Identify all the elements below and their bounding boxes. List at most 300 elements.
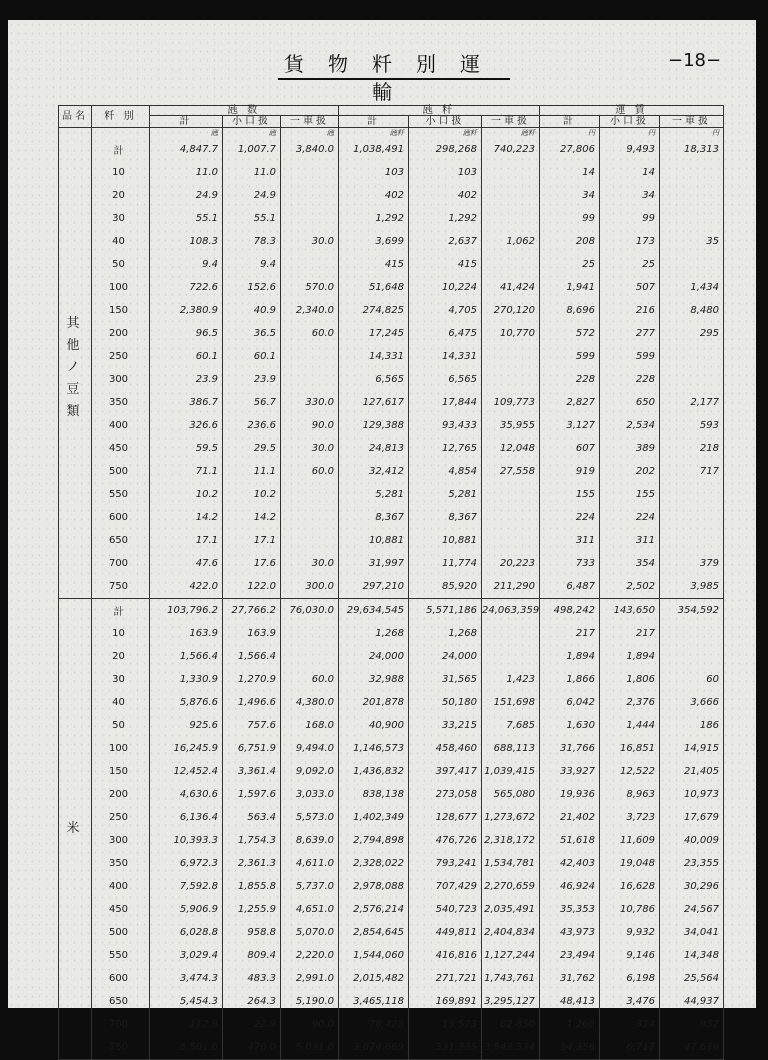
tonnage-carload — [281, 161, 339, 184]
tonkm-carload — [482, 368, 540, 391]
table-row — [59, 691, 724, 714]
tonkm-carload: 1,534,781 — [482, 852, 540, 875]
tonnage-small-lot: 1,597.6 — [223, 783, 281, 806]
tonkm-small-lot: 415 — [409, 253, 482, 276]
sub-header-carload: 一車扱 — [660, 116, 724, 128]
tonkm-carload — [482, 345, 540, 368]
tonnage-small-lot: 563.4 — [223, 806, 281, 829]
freight-total: 217 — [540, 622, 600, 645]
tonkm-small-lot: 17,844 — [409, 391, 482, 414]
freight-total: 27,806 — [540, 138, 600, 161]
unit-label: 瓲粁 — [482, 128, 540, 139]
tonnage-carload: 5,573.0 — [281, 806, 339, 829]
tonnage-carload: 3,033.0 — [281, 783, 339, 806]
tonnage-total: 5,454.3 — [150, 990, 223, 1013]
tonnage-total: 722.6 — [150, 276, 223, 299]
tonkm-small-lot: 103 — [409, 161, 482, 184]
table-row — [59, 852, 724, 875]
tonnage-small-lot: 3,361.4 — [223, 760, 281, 783]
tonkm-small-lot: 24,000 — [409, 645, 482, 668]
tonkm-small-lot: 331,335 — [409, 1036, 482, 1060]
tonnage-small-lot: 122.0 — [223, 575, 281, 599]
tonnage-total: 10.2 — [150, 483, 223, 506]
tonnage-total: 925.6 — [150, 714, 223, 737]
tonkm-total: 1,292 — [339, 207, 409, 230]
distance-class: 600 — [92, 506, 150, 529]
tonkm-small-lot: 10,881 — [409, 529, 482, 552]
distance-class: 300 — [92, 829, 150, 852]
tonkm-total: 402 — [339, 184, 409, 207]
tonkm-small-lot: 476,726 — [409, 829, 482, 852]
sub-header-small-lot: 小口扱 — [223, 116, 281, 128]
tonkm-total: 415 — [339, 253, 409, 276]
freight-carload — [660, 184, 724, 207]
tonkm-total: 1,038,491 — [339, 138, 409, 161]
category-name — [59, 138, 92, 599]
distance-class: 700 — [92, 552, 150, 575]
table-row — [59, 575, 724, 599]
tonkm-total: 2,854,645 — [339, 921, 409, 944]
tonkm-total: 2,978,088 — [339, 875, 409, 898]
tonnage-carload: 90.0 — [281, 1013, 339, 1036]
tonkm-carload: 20,223 — [482, 552, 540, 575]
table-row — [59, 944, 724, 967]
freight-total: 34 — [540, 184, 600, 207]
tonkm-small-lot: 11,774 — [409, 552, 482, 575]
tonkm-carload: 3,295,127 — [482, 990, 540, 1013]
freight-total: 2,827 — [540, 391, 600, 414]
freight-total: 155 — [540, 483, 600, 506]
freight-total: 1,894 — [540, 645, 600, 668]
freight-carload — [660, 161, 724, 184]
freight-total: 31,762 — [540, 967, 600, 990]
distance-class: 10 — [92, 622, 150, 645]
freight-small-lot: 2,534 — [600, 414, 660, 437]
freight-total: 919 — [540, 460, 600, 483]
freight-small-lot: 143,650 — [600, 599, 660, 623]
tonkm-small-lot: 540,723 — [409, 898, 482, 921]
table-row — [59, 783, 724, 806]
freight-total: 21,402 — [540, 806, 600, 829]
tonnage-small-lot: 27,766.2 — [223, 599, 281, 623]
tonnage-total: 4,630.6 — [150, 783, 223, 806]
tonkm-small-lot: 2,637 — [409, 230, 482, 253]
freight-small-lot: 6,198 — [600, 967, 660, 990]
tonnage-small-lot: 1,270.9 — [223, 668, 281, 691]
tonnage-carload: 9,494.0 — [281, 737, 339, 760]
tonkm-carload: 688,113 — [482, 737, 540, 760]
tonnage-carload: 76,030.0 — [281, 599, 339, 623]
tonkm-carload: 565,080 — [482, 783, 540, 806]
tonkm-carload: 2,270,659 — [482, 875, 540, 898]
tonnage-total: 10,393.3 — [150, 829, 223, 852]
distance-class: 30 — [92, 668, 150, 691]
tonkm-small-lot: 5,571,186 — [409, 599, 482, 623]
tonnage-small-lot: 1,754.3 — [223, 829, 281, 852]
freight-small-lot: 14 — [600, 161, 660, 184]
tonnage-total: 1,330.9 — [150, 668, 223, 691]
category-name — [59, 599, 92, 1060]
table-row — [59, 645, 724, 668]
tonnage-carload: 5,070.0 — [281, 921, 339, 944]
tonkm-carload: 41,424 — [482, 276, 540, 299]
tonkm-small-lot: 416,816 — [409, 944, 482, 967]
tonkm-carload: 1,273,672 — [482, 806, 540, 829]
tonkm-total: 1,268 — [339, 622, 409, 645]
freight-carload: 18,313 — [660, 138, 724, 161]
unit-label: 円 — [600, 128, 660, 139]
tonkm-small-lot: 169,891 — [409, 990, 482, 1013]
distance-class: 600 — [92, 967, 150, 990]
tonnage-small-lot: 1,496.6 — [223, 691, 281, 714]
freight-total: 599 — [540, 345, 600, 368]
tonnage-small-lot: 1,855.8 — [223, 875, 281, 898]
tonkm-total: 29,634,545 — [339, 599, 409, 623]
tonkm-total: 1,544,060 — [339, 944, 409, 967]
tonnage-small-lot: 23.9 — [223, 368, 281, 391]
tonnage-small-lot: 809.4 — [223, 944, 281, 967]
freight-carload — [660, 207, 724, 230]
total-row — [59, 138, 724, 161]
tonnage-total: 12,452.4 — [150, 760, 223, 783]
tonkm-small-lot: 14,331 — [409, 345, 482, 368]
freight-total: 733 — [540, 552, 600, 575]
freight-small-lot: 9,146 — [600, 944, 660, 967]
tonkm-small-lot: 402 — [409, 184, 482, 207]
tonnage-small-lot: 1,566.4 — [223, 645, 281, 668]
freight-carload: 25,564 — [660, 967, 724, 990]
distance-class: 150 — [92, 299, 150, 322]
freight-carload — [660, 529, 724, 552]
table-row — [59, 483, 724, 506]
sub-header-total: 計 — [339, 116, 409, 128]
freight-total: 33,927 — [540, 760, 600, 783]
table-row — [59, 322, 724, 345]
freight-carload: 60 — [660, 668, 724, 691]
tonnage-carload: 2,220.0 — [281, 944, 339, 967]
tonkm-total: 2,015,482 — [339, 967, 409, 990]
freight-small-lot: 217 — [600, 622, 660, 645]
tonkm-carload: 2,035,491 — [482, 898, 540, 921]
freight-small-lot: 389 — [600, 437, 660, 460]
tonkm-carload: 1,743,761 — [482, 967, 540, 990]
freight-carload — [660, 368, 724, 391]
tonkm-carload: 62,850 — [482, 1013, 540, 1036]
tonnage-carload: 90.0 — [281, 414, 339, 437]
table-row — [59, 875, 724, 898]
table-row — [59, 184, 724, 207]
tonnage-small-lot: 236.6 — [223, 414, 281, 437]
page-number: −18− — [668, 50, 722, 71]
freight-small-lot: 6,717 — [600, 1036, 660, 1060]
tonkm-total: 78,423 — [339, 1013, 409, 1036]
tonnage-carload — [281, 622, 339, 645]
freight-total: 54,356 — [540, 1036, 600, 1060]
tonnage-small-lot: 10.2 — [223, 483, 281, 506]
freight-total: 51,618 — [540, 829, 600, 852]
distance-class: 450 — [92, 437, 150, 460]
freight-total: 42,403 — [540, 852, 600, 875]
tonnage-small-lot: 40.9 — [223, 299, 281, 322]
tonkm-carload: 211,290 — [482, 575, 540, 599]
distance-class: 250 — [92, 345, 150, 368]
distance-class: 100 — [92, 276, 150, 299]
table-row — [59, 230, 724, 253]
tonkm-carload: 109,773 — [482, 391, 540, 414]
tonkm-total: 129,388 — [339, 414, 409, 437]
tonkm-total: 2,328,022 — [339, 852, 409, 875]
freight-small-lot: 277 — [600, 322, 660, 345]
tonkm-small-lot: 6,475 — [409, 322, 482, 345]
freight-carload: 8,480 — [660, 299, 724, 322]
tonnage-small-lot: 24.9 — [223, 184, 281, 207]
tonkm-total: 1,402,349 — [339, 806, 409, 829]
tonkm-small-lot: 10,224 — [409, 276, 482, 299]
freight-total: 1,941 — [540, 276, 600, 299]
distance-class: 50 — [92, 714, 150, 737]
tonkm-carload: 35,955 — [482, 414, 540, 437]
distance-class: 400 — [92, 414, 150, 437]
tonnage-total: 3,029.4 — [150, 944, 223, 967]
distance-class: 150 — [92, 760, 150, 783]
distance-class: 750 — [92, 1036, 150, 1060]
freight-small-lot: 99 — [600, 207, 660, 230]
table-row — [59, 552, 724, 575]
freight-carload: 1,434 — [660, 276, 724, 299]
tonnage-carload — [281, 184, 339, 207]
table-row — [59, 529, 724, 552]
freight-carload: 354,592 — [660, 599, 724, 623]
table-row — [59, 967, 724, 990]
tonkm-total: 40,900 — [339, 714, 409, 737]
freight-carload: 14,915 — [660, 737, 724, 760]
tonkm-total: 103 — [339, 161, 409, 184]
tonkm-carload: 151,698 — [482, 691, 540, 714]
tonnage-total: 24.9 — [150, 184, 223, 207]
table-row — [59, 668, 724, 691]
tonkm-carload: 270,120 — [482, 299, 540, 322]
tonkm-small-lot: 397,417 — [409, 760, 482, 783]
table-row — [59, 460, 724, 483]
unit-label: 瓲 — [150, 128, 223, 139]
freight-total: 224 — [540, 506, 600, 529]
distance-class: 20 — [92, 184, 150, 207]
tonnage-total: 386.7 — [150, 391, 223, 414]
tonkm-small-lot: 458,460 — [409, 737, 482, 760]
freight-carload: 24,567 — [660, 898, 724, 921]
tonnage-total: 71.1 — [150, 460, 223, 483]
tonkm-small-lot: 12,765 — [409, 437, 482, 460]
tonnage-carload: 60.0 — [281, 668, 339, 691]
unit-label: 瓲 — [223, 128, 281, 139]
freight-carload: 34,041 — [660, 921, 724, 944]
tonnage-total: 4,847.7 — [150, 138, 223, 161]
tonnage-small-lot: 1,255.9 — [223, 898, 281, 921]
tonnage-small-lot: 29.5 — [223, 437, 281, 460]
tonnage-carload: 30.0 — [281, 230, 339, 253]
tonnage-carload — [281, 483, 339, 506]
distance-class: 250 — [92, 806, 150, 829]
freight-carload: 295 — [660, 322, 724, 345]
tonkm-carload — [482, 483, 540, 506]
freight-carload: 47,639 — [660, 1036, 724, 1060]
freight-carload: 17,679 — [660, 806, 724, 829]
tonnage-total: 7,592.8 — [150, 875, 223, 898]
tonnage-carload: 570.0 — [281, 276, 339, 299]
tonnage-small-lot: 55.1 — [223, 207, 281, 230]
header-distance: 粁 別 — [92, 106, 150, 128]
tonkm-small-lot: 85,920 — [409, 575, 482, 599]
tonkm-carload — [482, 207, 540, 230]
tonkm-total: 1,436,832 — [339, 760, 409, 783]
freight-total: 31,766 — [540, 737, 600, 760]
table-row — [59, 760, 724, 783]
tonnage-total: 112.9 — [150, 1013, 223, 1036]
unit-label: 瓲粁 — [339, 128, 409, 139]
tonnage-carload: 5,737.0 — [281, 875, 339, 898]
table-row — [59, 368, 724, 391]
distance-class: 500 — [92, 921, 150, 944]
distance-class: 40 — [92, 691, 150, 714]
freight-carload: 3,985 — [660, 575, 724, 599]
tonkm-carload: 2,404,834 — [482, 921, 540, 944]
freight-small-lot: 16,851 — [600, 737, 660, 760]
table-row — [59, 714, 724, 737]
tonkm-total: 31,997 — [339, 552, 409, 575]
tonkm-carload: 12,048 — [482, 437, 540, 460]
distance-class: 350 — [92, 391, 150, 414]
tonkm-small-lot: 1,292 — [409, 207, 482, 230]
freight-carload: 593 — [660, 414, 724, 437]
freight-total: 1,630 — [540, 714, 600, 737]
freight-carload: 379 — [660, 552, 724, 575]
tonkm-carload — [482, 529, 540, 552]
freight-small-lot: 8,963 — [600, 783, 660, 806]
tonkm-small-lot: 8,367 — [409, 506, 482, 529]
freight-carload — [660, 622, 724, 645]
tonnage-small-lot: 2,361.3 — [223, 852, 281, 875]
table-row — [59, 806, 724, 829]
freight-total: 19,936 — [540, 783, 600, 806]
tonnage-total: 422.0 — [150, 575, 223, 599]
tonkm-total: 6,565 — [339, 368, 409, 391]
freight-total: 572 — [540, 322, 600, 345]
total-row — [59, 599, 724, 623]
freight-total: 1,866 — [540, 668, 600, 691]
tonnage-small-lot: 264.3 — [223, 990, 281, 1013]
tonnage-total: 108.3 — [150, 230, 223, 253]
tonnage-carload: 30.0 — [281, 552, 339, 575]
freight-small-lot: 9,932 — [600, 921, 660, 944]
table-body — [59, 128, 724, 1060]
distance-class: 300 — [92, 368, 150, 391]
tonkm-total: 8,367 — [339, 506, 409, 529]
tonkm-small-lot: 707,429 — [409, 875, 482, 898]
tonkm-total: 2,576,214 — [339, 898, 409, 921]
tonnage-small-lot: 78.3 — [223, 230, 281, 253]
freight-small-lot: 1,894 — [600, 645, 660, 668]
tonnage-small-lot: 152.6 — [223, 276, 281, 299]
freight-carload: 35 — [660, 230, 724, 253]
header-freight: 運 賃 — [540, 106, 724, 116]
distance-class: 750 — [92, 575, 150, 599]
freight-total: 35,353 — [540, 898, 600, 921]
distance-class: 700 — [92, 1013, 150, 1036]
tonnage-total: 96.5 — [150, 322, 223, 345]
tonkm-total: 51,648 — [339, 276, 409, 299]
tonnage-carload: 4,611.0 — [281, 852, 339, 875]
tonnage-carload — [281, 207, 339, 230]
tonkm-total: 838,138 — [339, 783, 409, 806]
category-label: 米 — [66, 821, 80, 836]
freight-small-lot: 1,444 — [600, 714, 660, 737]
unit-label: 円 — [660, 128, 724, 139]
tonkm-carload: 1,423 — [482, 668, 540, 691]
tonnage-total: 17.1 — [150, 529, 223, 552]
tonkm-carload: 3,543,334 — [482, 1036, 540, 1060]
tonkm-total: 32,412 — [339, 460, 409, 483]
freight-small-lot: 19,048 — [600, 852, 660, 875]
freight-carload: 44,937 — [660, 990, 724, 1013]
distance-class: 650 — [92, 529, 150, 552]
tonkm-total: 14,331 — [339, 345, 409, 368]
tonnage-small-lot: 60.1 — [223, 345, 281, 368]
distance-class: 30 — [92, 207, 150, 230]
freight-small-lot: 3,723 — [600, 806, 660, 829]
freight-total: 25 — [540, 253, 600, 276]
category-label: 其他ノ豆類 — [66, 316, 80, 419]
tonkm-carload — [482, 184, 540, 207]
tonkm-small-lot: 128,677 — [409, 806, 482, 829]
freight-small-lot: 507 — [600, 276, 660, 299]
tonnage-carload: 5,190.0 — [281, 990, 339, 1013]
freight-small-lot: 599 — [600, 345, 660, 368]
tonkm-total: 274,825 — [339, 299, 409, 322]
tonkm-total: 5,281 — [339, 483, 409, 506]
tonkm-carload: 1,127,244 — [482, 944, 540, 967]
distance-class: 40 — [92, 230, 150, 253]
freight-carload — [660, 253, 724, 276]
tonnage-carload: 5,031.0 — [281, 1036, 339, 1060]
tonkm-small-lot: 4,854 — [409, 460, 482, 483]
tonkm-carload: 1,039,415 — [482, 760, 540, 783]
freight-total: 48,413 — [540, 990, 600, 1013]
freight-small-lot: 12,522 — [600, 760, 660, 783]
tonkm-total: 3,465,118 — [339, 990, 409, 1013]
tonkm-small-lot: 50,180 — [409, 691, 482, 714]
tonkm-carload: 27,558 — [482, 460, 540, 483]
tonnage-small-lot: 22.9 — [223, 1013, 281, 1036]
table-row — [59, 391, 724, 414]
tonnage-total: 3,474.3 — [150, 967, 223, 990]
freight-total: 607 — [540, 437, 600, 460]
tonkm-total: 3,699 — [339, 230, 409, 253]
tonnage-small-lot: 11.0 — [223, 161, 281, 184]
header-item-name: 品名 — [59, 106, 92, 128]
freight-total: 311 — [540, 529, 600, 552]
freight-total: 1,266 — [540, 1013, 600, 1036]
freight-carload — [660, 483, 724, 506]
freight-carload — [660, 506, 724, 529]
unit-spacer — [92, 128, 150, 139]
tonnage-total: 23.9 — [150, 368, 223, 391]
distance-class: 200 — [92, 783, 150, 806]
tonnage-small-lot: 483.3 — [223, 967, 281, 990]
freight-small-lot: 2,376 — [600, 691, 660, 714]
tonnage-small-lot: 757.6 — [223, 714, 281, 737]
sub-header-small-lot: 小口扱 — [600, 116, 660, 128]
tonnage-total: 9.4 — [150, 253, 223, 276]
